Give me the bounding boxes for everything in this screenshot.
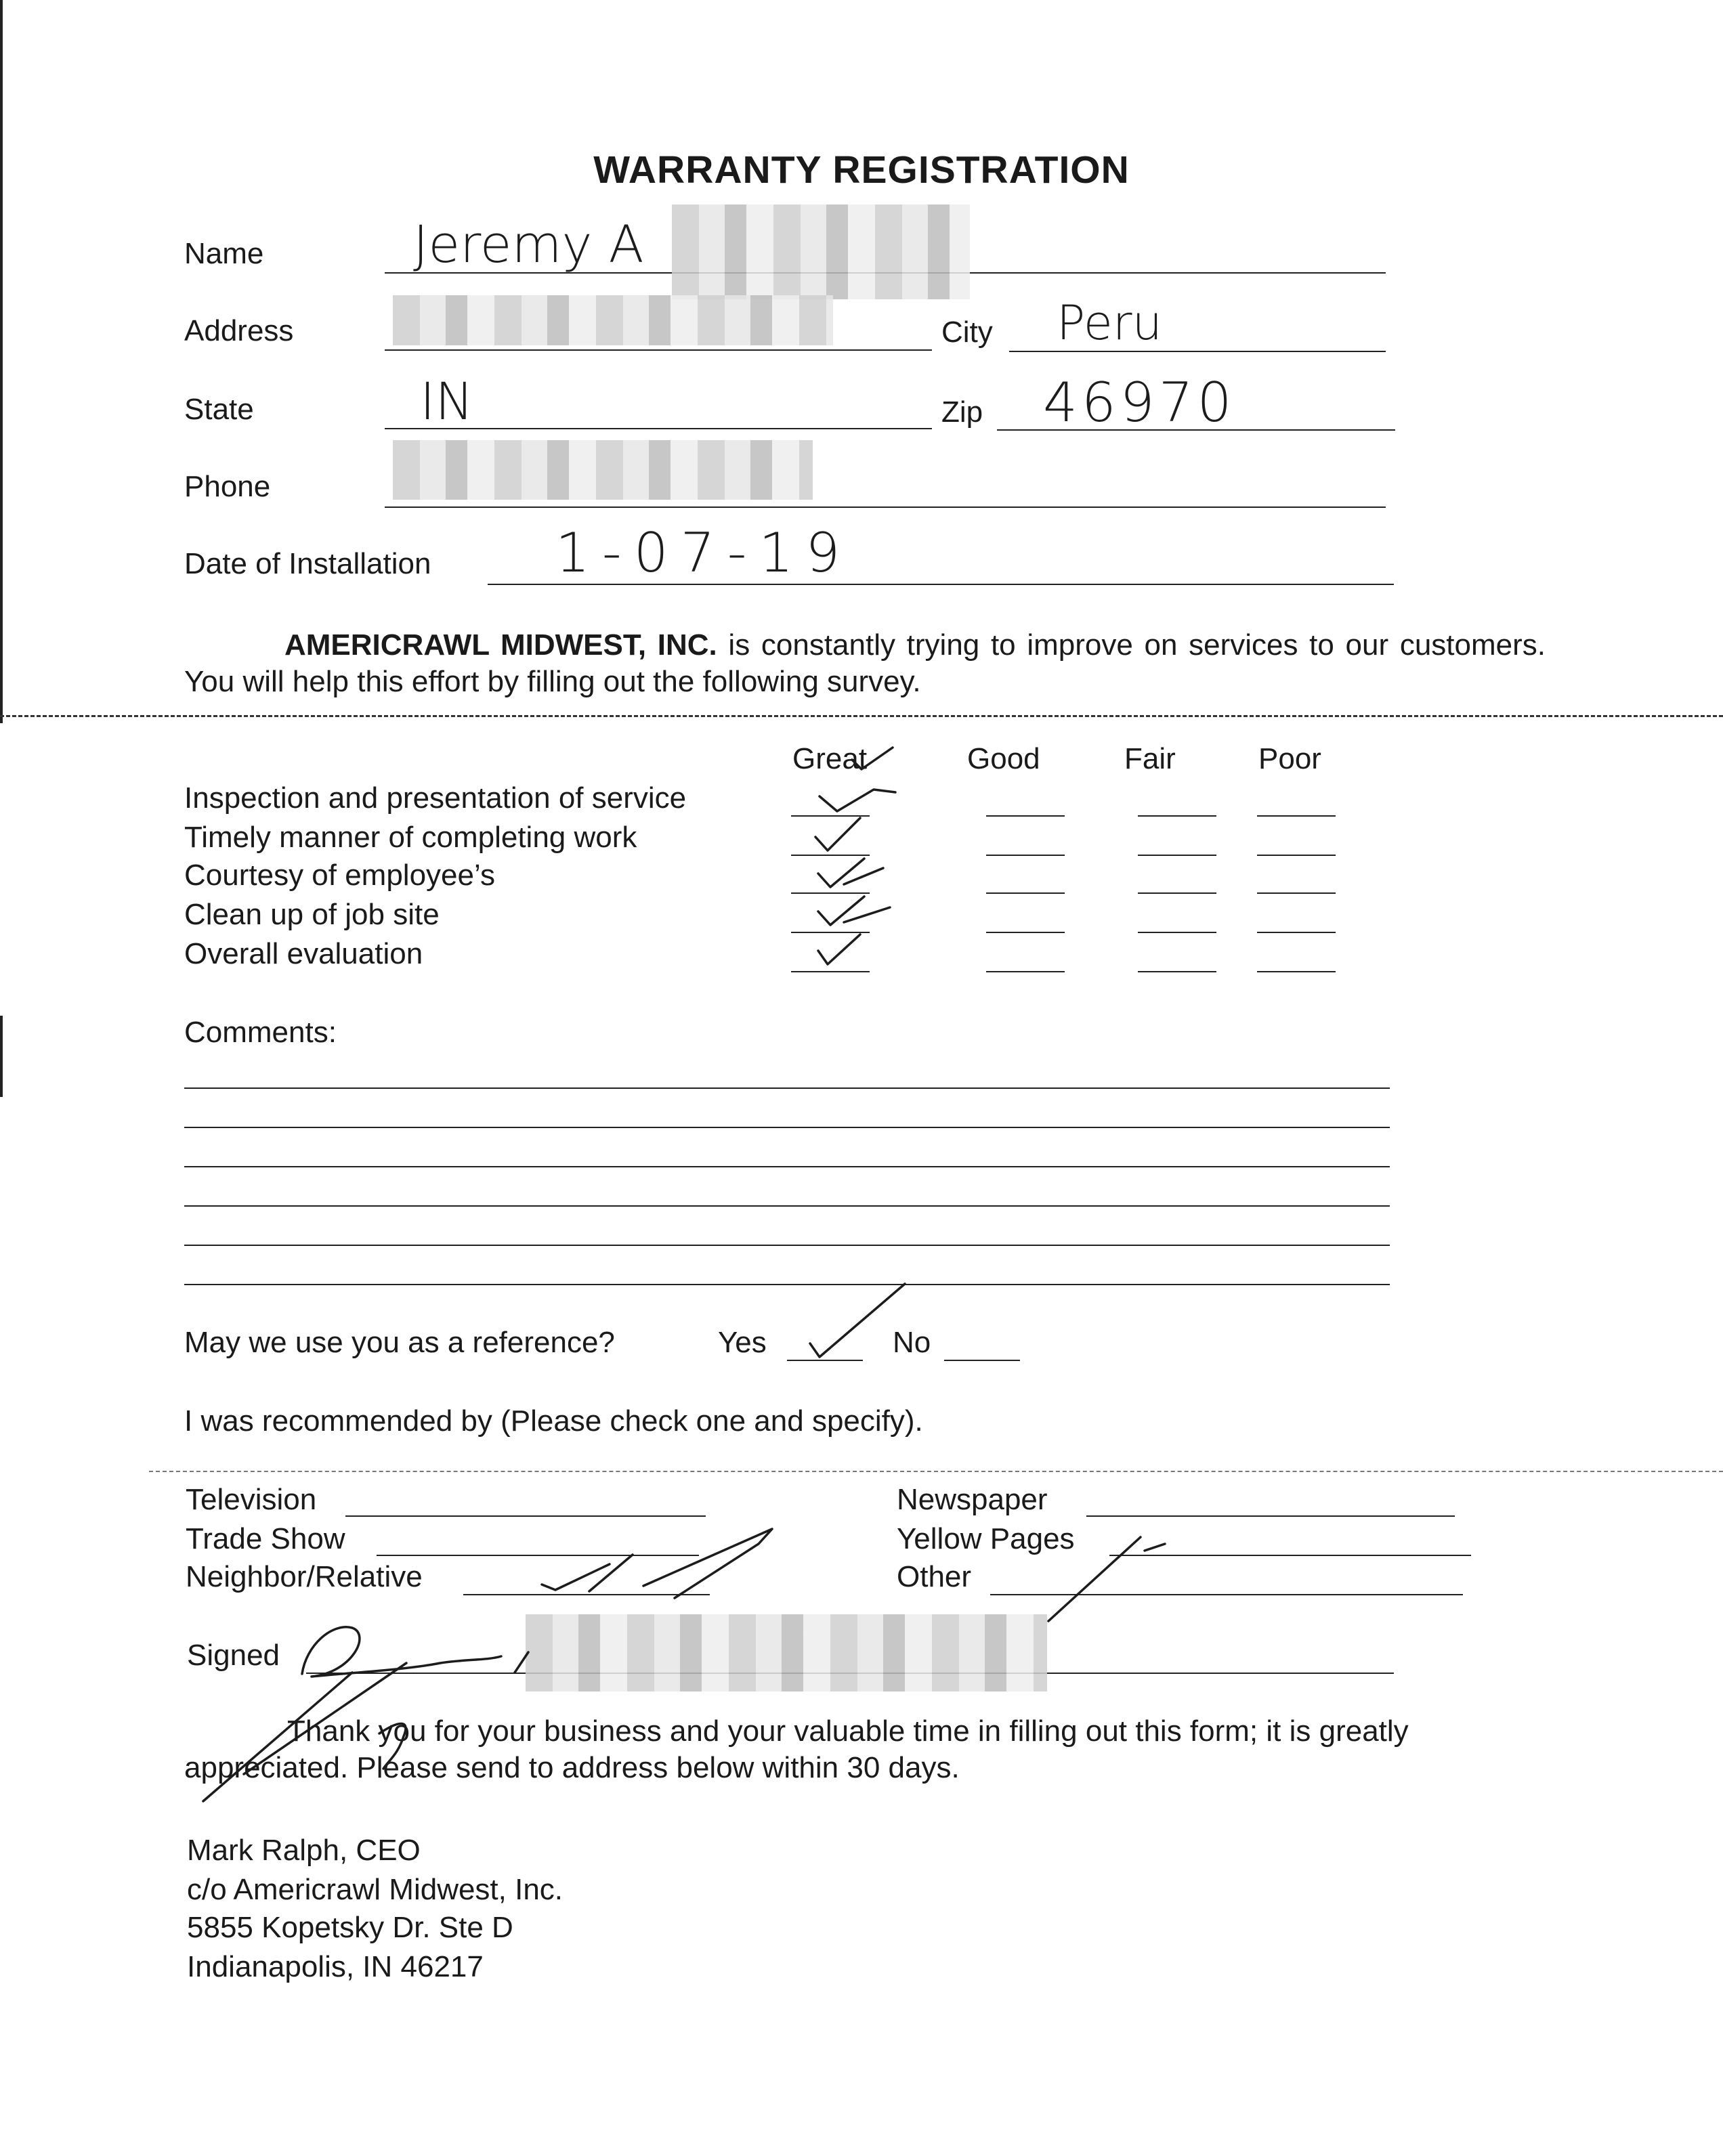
signature-stroke bbox=[203, 1627, 528, 1801]
address-line-1: Mark Ralph, CEO bbox=[187, 1834, 421, 1867]
form-title: WARRANTY REGISTRATION bbox=[593, 148, 1130, 192]
thank-you-stroke bbox=[379, 1723, 406, 1769]
city-value: Peru bbox=[1057, 295, 1162, 351]
zip-label: Zip bbox=[941, 395, 983, 429]
option-yellow-pages: Yellow Pages bbox=[897, 1522, 1075, 1555]
option-other: Other bbox=[897, 1560, 972, 1593]
state-label: State bbox=[184, 393, 254, 426]
column-fair: Fair bbox=[1124, 742, 1176, 775]
survey-row-label: Clean up of job site bbox=[184, 898, 440, 931]
check-mark-row-2 bbox=[815, 818, 860, 850]
column-poor: Poor bbox=[1258, 742, 1321, 775]
signed-label: Signed bbox=[187, 1639, 280, 1672]
survey-row-label: Inspection and presentation of service bbox=[184, 781, 687, 815]
check-mark-row-5 bbox=[818, 934, 860, 964]
address-line-3: 5855 Kopetsky Dr. Ste D bbox=[187, 1911, 513, 1944]
recommended-prompt: I was recommended by (Please check one and specify). bbox=[184, 1404, 923, 1438]
reference-no-label: No bbox=[893, 1326, 931, 1359]
address-line-4: Indianapolis, IN 46217 bbox=[187, 1950, 484, 1983]
reference-question: May we use you as a reference? bbox=[184, 1326, 615, 1359]
check-mark-row-3 bbox=[818, 859, 883, 887]
date-value: 1-07-19 bbox=[555, 521, 853, 584]
survey-row-label: Overall evaluation bbox=[184, 937, 423, 970]
zip-value: 46970 bbox=[1043, 371, 1236, 434]
column-great: Great bbox=[792, 742, 868, 775]
option-trade-show: Trade Show bbox=[186, 1522, 345, 1555]
survey-row-label: Timely manner of completing work bbox=[184, 821, 637, 854]
check-mark-row-1 bbox=[820, 790, 895, 811]
name-label: Name bbox=[184, 237, 264, 270]
thanks-paragraph: Thank you for your business and your valuable time in filling out this form; it is greatly appreciated. Please send to address below within 30 days. bbox=[184, 1715, 1409, 1784]
check-mark-row-4 bbox=[818, 897, 890, 925]
check-mark-reference-yes bbox=[810, 1284, 905, 1357]
company-name: AMERICRAWL MIDWEST, INC. bbox=[284, 628, 717, 662]
state-value: IN bbox=[420, 371, 474, 431]
survey-row-label: Courtesy of employee’s bbox=[184, 859, 495, 892]
reference-yes-label: Yes bbox=[718, 1326, 767, 1359]
option-neighbor-relative: Neighbor/Relative bbox=[186, 1560, 423, 1593]
option-television: Television bbox=[186, 1483, 317, 1516]
check-mark-great-header bbox=[852, 748, 893, 769]
column-good: Good bbox=[967, 742, 1040, 775]
date-label: Date of Installation bbox=[184, 547, 431, 580]
comments-label: Comments: bbox=[184, 1016, 337, 1049]
check-mark-neighbor-relative bbox=[542, 1529, 772, 1598]
option-newspaper: Newspaper bbox=[897, 1483, 1048, 1516]
intro-text: is constantly trying to improve on services to our customers. You will help this effort by filling out the following survey. bbox=[184, 628, 1546, 698]
slash-yellow-pages bbox=[1145, 1544, 1165, 1551]
address-label: Address bbox=[184, 314, 294, 347]
phone-label: Phone bbox=[184, 470, 271, 503]
name-value: Jeremy A bbox=[413, 214, 644, 274]
slash-other bbox=[1048, 1537, 1141, 1621]
city-label: City bbox=[941, 316, 993, 349]
address-line-2: c/o Americrawl Midwest, Inc. bbox=[187, 1873, 563, 1906]
